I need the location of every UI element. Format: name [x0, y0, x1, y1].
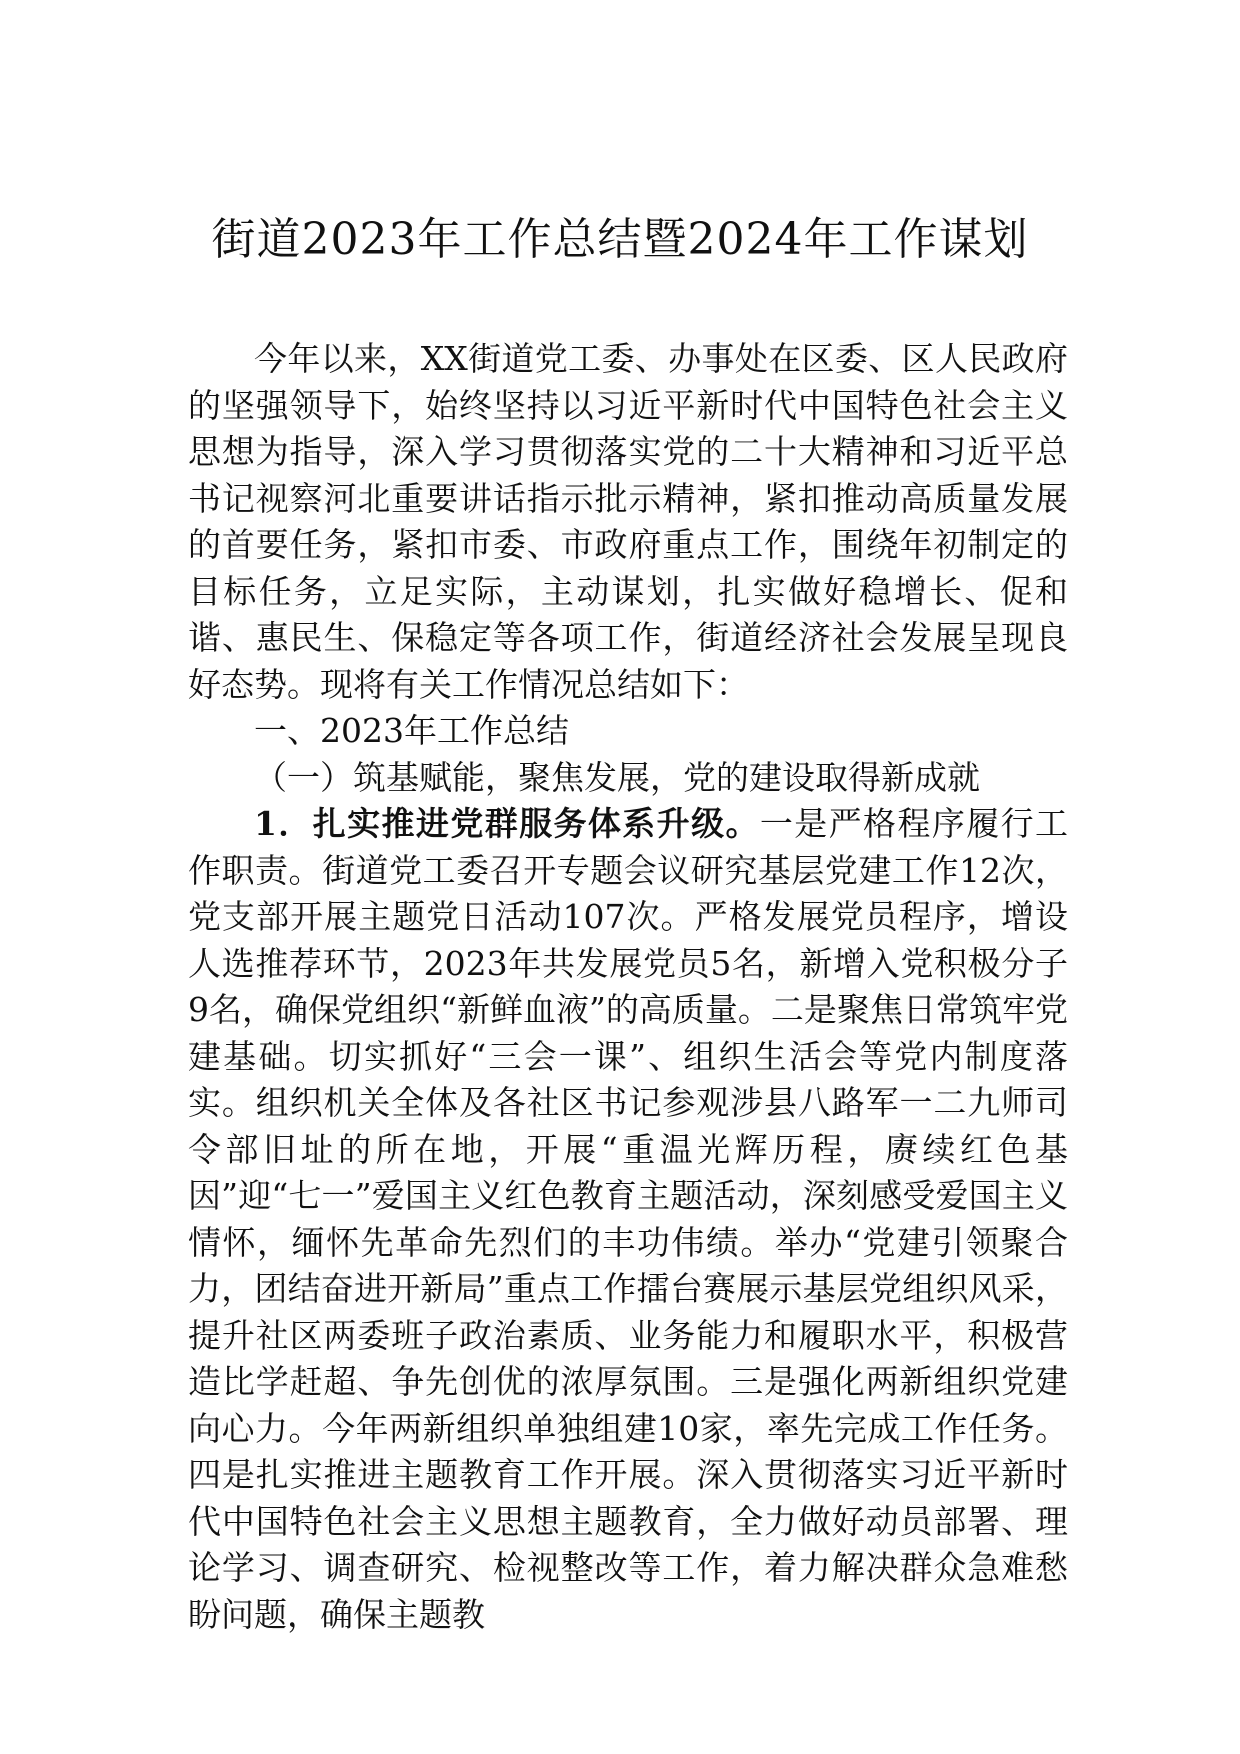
- section-heading: 一、2023年工作总结: [254, 711, 569, 750]
- intro-paragraph: 今年以来，XX街道党工委、办事处在区委、区人民政府的坚强领导下，始终坚持以习近平新时代中国特色社会主义思想为指导，深入学习贯彻落实党的二十大精神和习近平总书记视察河北重要讲话指示批示精神，紧扣推动高质量发展的首要任务，紧扣市委、市政府重点工作，围绕年初制定的目标任务，立足实际，主动谋划，扎实做好稳增长、促和谐、惠民生、保稳定等各项工作，街道经济社会发展呈现良好态势。现将有关工作情况总结如下：: [188, 339, 1068, 704]
- document-title: 街道2023年工作总结暨2024年工作谋划: [211, 214, 1029, 265]
- item-1-body: 一是严格程序履行工作职责。街道党工委召开专题会议研究基层党建工作12次，党支部开展主题党日活动107次。严格发展党员程序，增设人选推荐环节，2023年共发展党员5名，新增入党积极分子9名，确保党组织“新鲜血液”的高质量。二是聚焦日常筑牢党建基础。切实抓好“三会一课”、组织生活会等党内制度落实。组织机关全体及各社区书记参观涉县八路军一二九师司令部旧址的所在地，开展“重温光辉历程，赓续红色基因”迎“七一”爱国主义红色教育主题活动，深刻感受爱国主义情怀，缅怀先革命先烈们的丰功伟绩。举办“党建引领聚合力，团结奋进开新局”重点工作擂台赛展示基层党组织风采，提升社区两委班子政治素质、业务能力和履职水平，积极营造比学赶超、争先创优的浓厚氛围。三是强化两新组织党建向心力。今年两新组织单独组建10家，率先完成工作任务。四是扎实推进主题教育工作开展。深入贯彻落实习近平新时代中国特色社会主义思想主题教育，全力做好动员部署、理论学习、调查研究、检视整改等工作，着力解决群众急难愁盼问题，确保主题教: [188, 804, 1069, 1634]
- item-1-lead: 1．扎实推进党群服务体系升级。: [254, 804, 760, 843]
- item-1-paragraph: [188, 801, 1068, 1638]
- subsection-heading: （一）筑基赋能，聚焦发展，党的建设取得新成就: [254, 757, 980, 797]
- document-body: [188, 336, 1068, 1638]
